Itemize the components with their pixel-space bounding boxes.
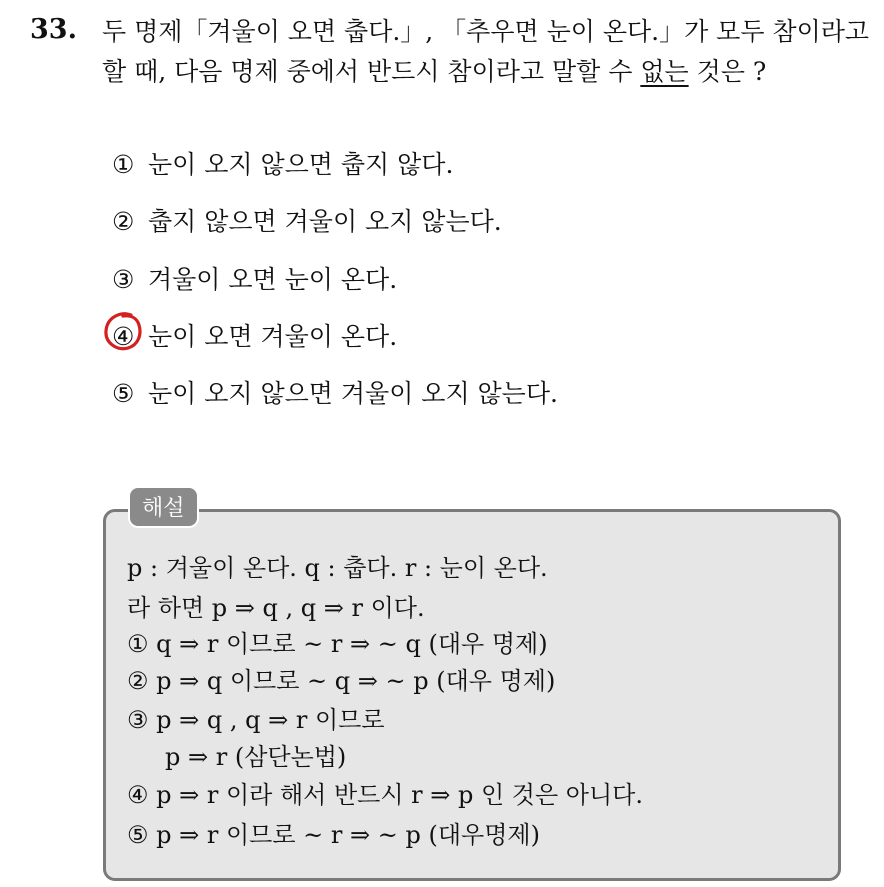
choice-mark: ①: [112, 150, 135, 179]
solution-line-7: ④ p ⇒ r 이라 해서 반드시 r ⇒ p 인 것은 아니다.: [127, 781, 643, 809]
choice-mark: ④: [112, 322, 135, 351]
choice-1[interactable]: [112, 145, 453, 181]
choice-text: 눈이 오지 않으면 겨울이 오지 않는다.: [148, 379, 558, 408]
solution-line-1: p : 겨울이 온다. q : 춥다. r : 눈이 온다.: [127, 554, 548, 582]
question-text-line-2: [102, 52, 766, 88]
choice-text: 겨울이 오면 눈이 온다.: [148, 265, 398, 294]
answer-circle-icon: [101, 309, 145, 353]
solution-line-8: ⑤ p ⇒ r 이므로 ~ r ⇒ ~ p (대우명제): [127, 821, 540, 849]
solution-line-4: ② p ⇒ q 이므로 ~ q ⇒ ~ p (대우 명제): [127, 667, 556, 695]
solution-tag: 해설: [128, 486, 199, 528]
choice-text: 눈이 오지 않으면 춥지 않다.: [148, 150, 454, 179]
solution-line-3: ① q ⇒ r 이므로 ~ r ⇒ ~ q (대우 명제): [127, 630, 548, 658]
question-number: 33.: [30, 14, 77, 45]
question-text-line-1: 두 명제「겨울이 오면 춥다.」, 「추우면 눈이 온다.」가 모두 참이라고: [102, 17, 870, 46]
choice-5[interactable]: [112, 374, 558, 410]
underlined-keyword: 없는: [640, 57, 689, 86]
choice-text: 눈이 오면 겨울이 온다.: [148, 322, 398, 351]
question-text-part: 것은 ?: [688, 57, 767, 86]
solution-line-5: ③ p ⇒ q , q ⇒ r 이므로: [127, 706, 385, 734]
choice-mark: ⑤: [112, 379, 135, 408]
question-text-part: 할 때, 다음 명제 중에서 반드시 참이라고 말할 수: [102, 57, 641, 86]
choice-2[interactable]: [112, 202, 502, 238]
choice-3[interactable]: [112, 260, 397, 296]
solution-line-2: 라 하면 p ⇒ q , q ⇒ r 이다.: [127, 594, 425, 622]
choice-text: 춥지 않으면 겨울이 오지 않는다.: [148, 207, 502, 236]
solution-line-6: p ⇒ r (삼단논법): [165, 743, 347, 771]
choice-4[interactable]: [112, 317, 397, 353]
choice-mark: ③: [112, 265, 135, 294]
choice-mark: ②: [112, 207, 135, 236]
